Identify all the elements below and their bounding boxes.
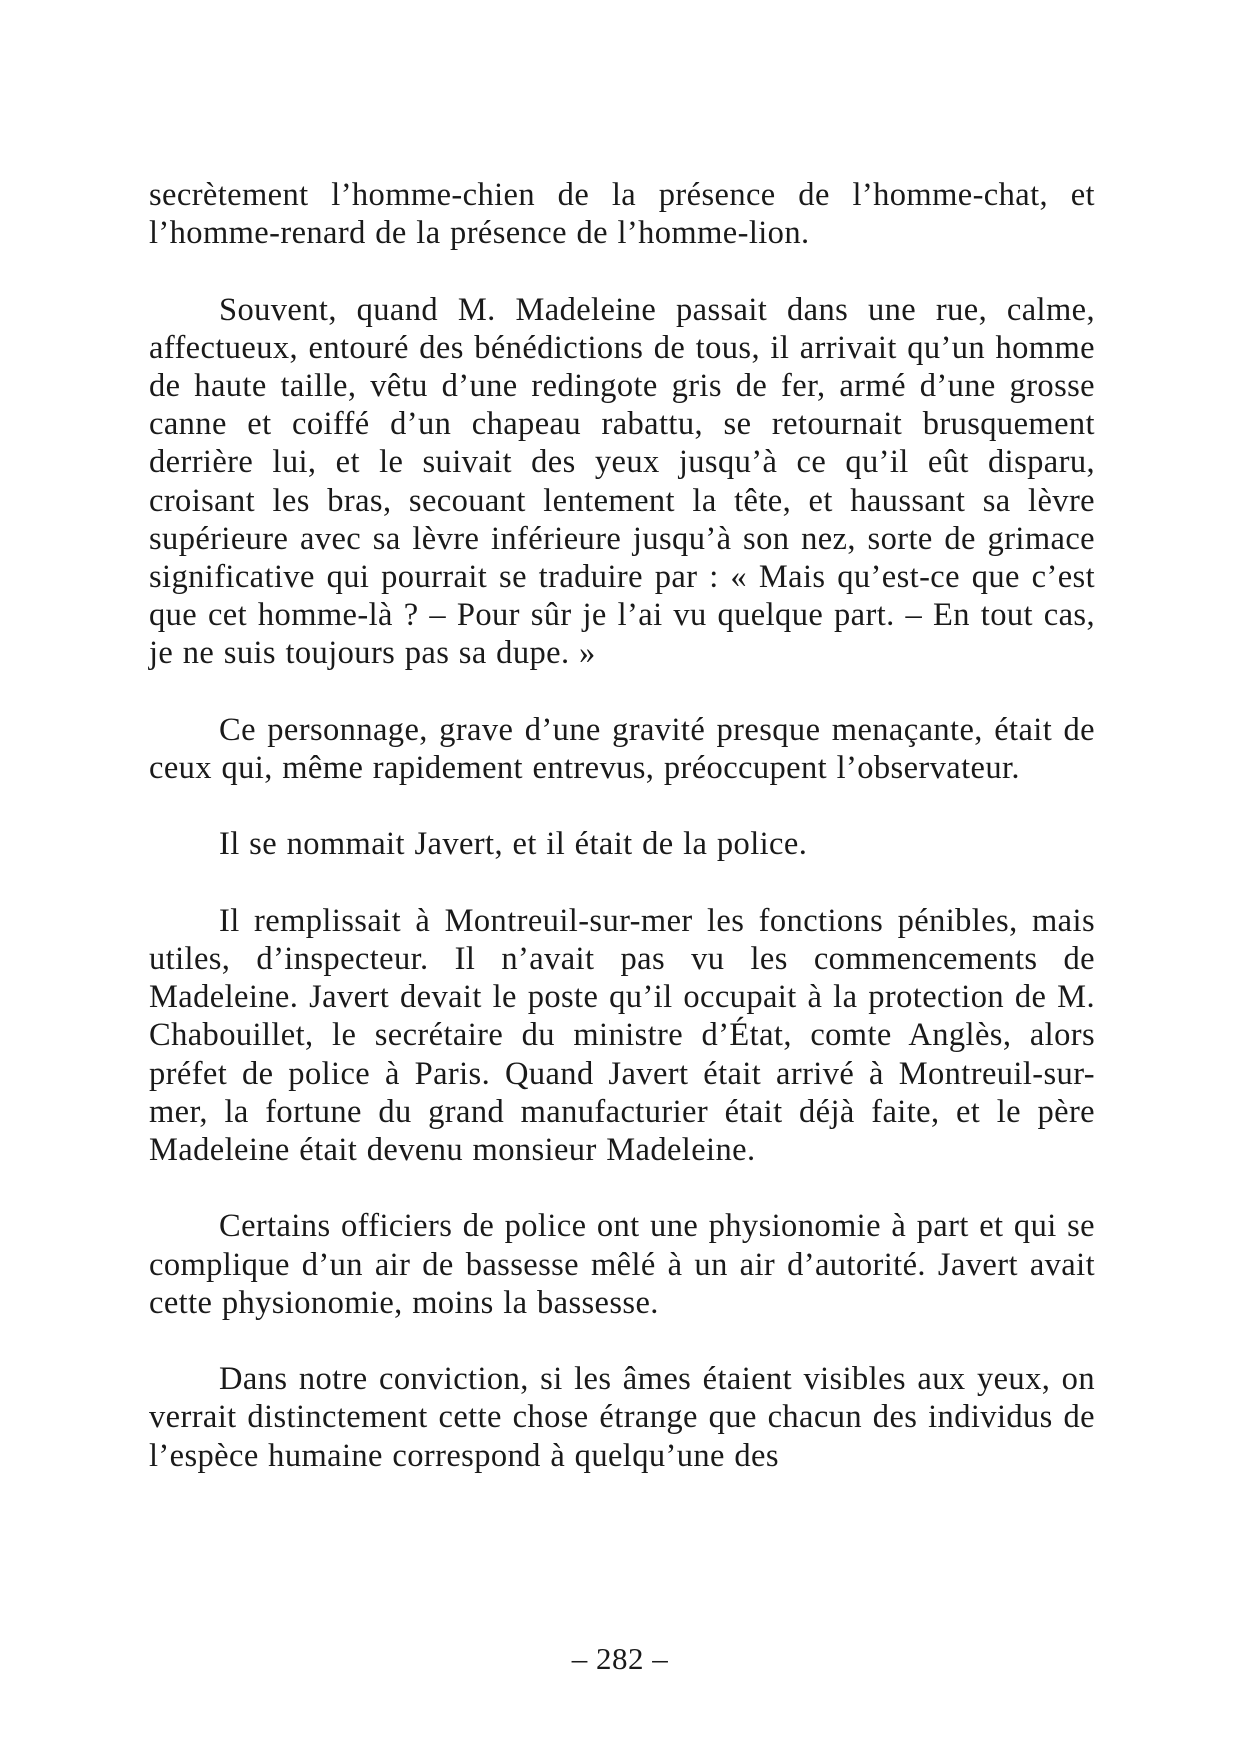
page-number: – 282 –	[571, 1641, 669, 1676]
paragraph-javert-name: Il se nommait Javert, et il était de la police.	[219, 826, 808, 863]
paragraph-police-officers: Certains officiers de police ont une physionomie à part et qui se complique d’un air de bassesse mêlé à un air d’autorité. Javert avait cette physionomie, moins la bassesse.	[149, 1208, 1095, 1321]
body-text	[149, 176, 1095, 1475]
paragraph-personnage: Ce personnage, grave d’une gravité presque menaçante, était de ceux qui, même rapidement entrevus, préoccupent l’observateur.	[149, 711, 1095, 787]
paragraph-continuation: secrètement l’homme-chien de la présence de l’homme-chat, et l’homme-renard de la présence de l’homme-lion.	[149, 177, 1095, 252]
paragraph-madeleine-street: Souvent, quand M. Madeleine passait dans une rue, calme, affectueux, entouré des bénédictions de tous, il arrivait qu’un homme de haute taille, vêtu d’une redingote gris de fer, armé d’une grosse canne et coiffé d’un chapeau rabattu, se retournait brusquement derrière lui, et le suivait des yeux jusqu’à ce qu’il eût disparu, croisant les bras, secouant lentement la tête, et haussant sa lèvre supérieure avec sa lèvre inférieure jusqu’à son nez, sorte de grimace significative qui pourrait se traduire par : « Mais qu’est-ce que c’est que cet homme-là ? – Pour sûr je l’ai vu quelque part. – En tout cas, je ne suis toujours pas sa dupe. »	[149, 291, 1095, 672]
paragraph-javert-duties: Il remplissait à Montreuil-sur-mer les fonctions pénibles, mais utiles, d’inspecteur. Il n’avait pas vu les commencements de Madeleine. Javert devait le poste qu’il occupait à la protection de M. Chabouillet, le secrétaire du ministre d’État, comte Anglès, alors préfet de police à Paris. Quand Javert était arrivé à Montreuil-sur-mer, la fortune du grand manufacturier était déjà faite, et le père Madeleine était devenu monsieur Madeleine.	[149, 902, 1095, 1169]
paragraph-conviction: Dans notre conviction, si les âmes étaient visibles aux yeux, on verrait distinctement cette chose étrange que chacun des individus de l’espèce humaine correspond à quelqu’une des	[149, 1361, 1095, 1474]
